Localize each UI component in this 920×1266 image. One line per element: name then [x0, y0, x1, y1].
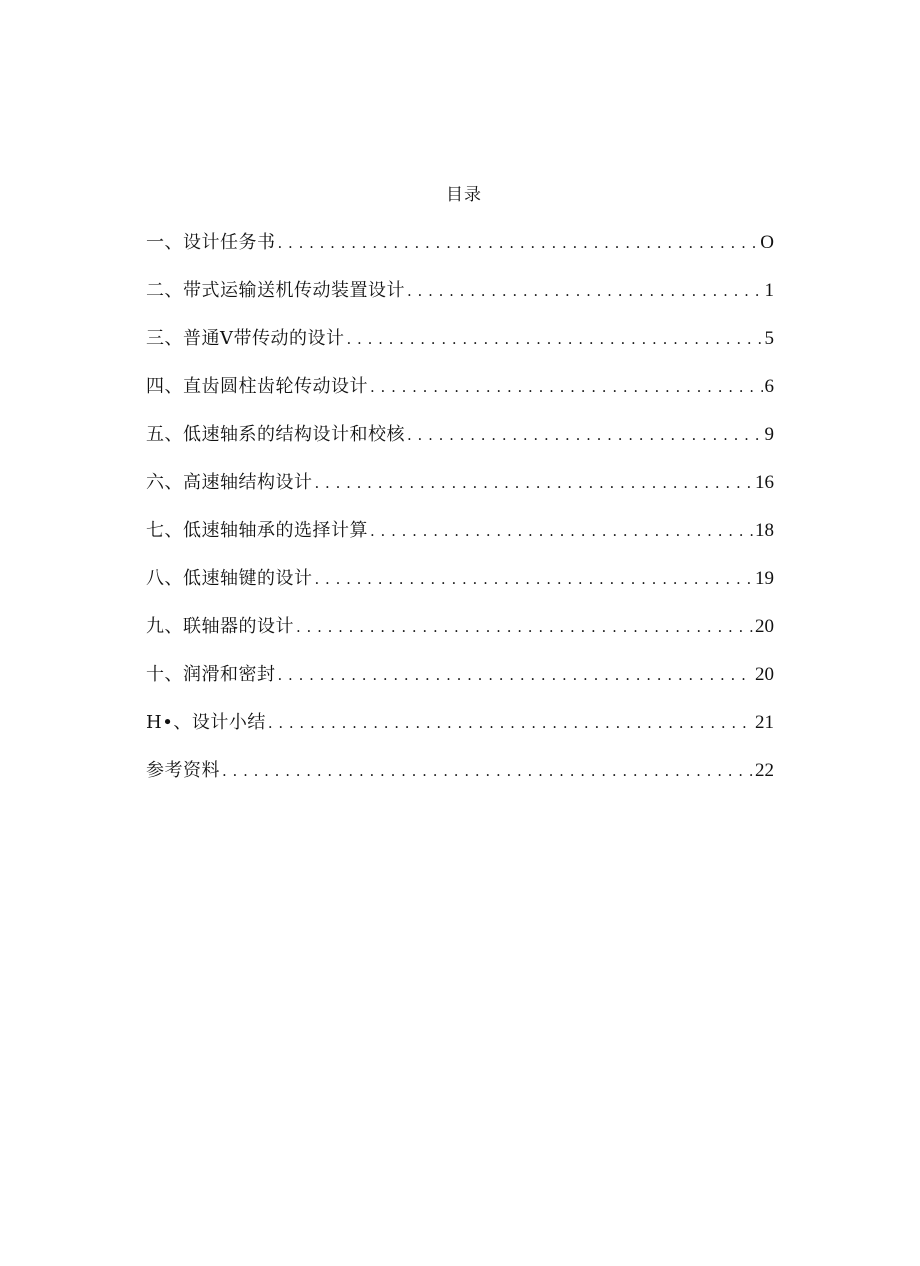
- toc-leader-dots: [407, 277, 763, 305]
- toc-entry-page: 9: [764, 424, 774, 445]
- toc-entry-10[interactable]: [146, 661, 774, 709]
- toc-entry-text: 三、普通V带传动的设计: [146, 328, 345, 349]
- toc-leader-dots: [278, 229, 759, 257]
- toc-entry-page: 16: [755, 472, 774, 493]
- toc-entry-9[interactable]: [146, 613, 774, 661]
- toc-entry-page: O: [760, 232, 774, 253]
- toc-title: 目录: [446, 185, 482, 205]
- toc-leader-dots: [347, 325, 763, 353]
- toc-entry-6[interactable]: [146, 469, 774, 517]
- toc-entry-3[interactable]: [146, 325, 774, 373]
- toc-entry-text: 六、高速轴结构设计: [146, 472, 313, 493]
- toc-entry-text: 七、低速轴轴承的选择计算: [146, 520, 368, 541]
- toc-entry-12[interactable]: [146, 757, 774, 805]
- toc-leader-dots: [370, 517, 753, 545]
- toc-leader-dots: [296, 613, 753, 641]
- toc-entry-4[interactable]: [146, 373, 774, 421]
- toc-entry-text: H•、设计小结: [146, 712, 266, 733]
- toc-entry-page: 6: [764, 376, 774, 397]
- toc-entry-page: 18: [755, 520, 774, 541]
- toc-entry-page: 20: [755, 664, 774, 685]
- toc-entry-page: 20: [755, 616, 774, 637]
- toc-leader-dots: [222, 757, 753, 785]
- toc-entry-8[interactable]: [146, 565, 774, 613]
- toc-entry-11[interactable]: [146, 709, 774, 757]
- toc-entry-5[interactable]: [146, 421, 774, 469]
- toc-entry-text: 一、设计任务书: [146, 232, 276, 253]
- toc-entry-2[interactable]: [146, 277, 774, 325]
- toc-leader-dots: [268, 709, 753, 737]
- toc-entry-text: 五、低速轴系的结构设计和校核: [146, 424, 405, 445]
- toc-leader-dots: [370, 373, 763, 401]
- toc-entry-text: 十、润滑和密封: [146, 664, 276, 685]
- toc-list: [146, 229, 774, 805]
- toc-leader-dots: [315, 565, 754, 593]
- toc-leader-dots: [278, 661, 754, 689]
- toc-entry-page: 22: [755, 760, 774, 781]
- toc-entry-text: 九、联轴器的设计: [146, 616, 294, 637]
- toc-entry-text: 八、低速轴键的设计: [146, 568, 313, 589]
- toc-entry-text: 二、带式运输送机传动装置设计: [146, 280, 405, 301]
- toc-entry-page: 21: [755, 712, 774, 733]
- toc-entry-text: 参考资料: [146, 760, 220, 781]
- toc-leader-dots: [315, 469, 754, 497]
- toc-entry-page: 5: [764, 328, 774, 349]
- toc-entry-page: 19: [755, 568, 774, 589]
- toc-entry-7[interactable]: [146, 517, 774, 565]
- toc-leader-dots: [407, 421, 763, 449]
- toc-entry-text: 四、直齿圆柱齿轮传动设计: [146, 376, 368, 397]
- toc-entry-page: 1: [764, 280, 774, 301]
- toc-entry-1[interactable]: [146, 229, 774, 277]
